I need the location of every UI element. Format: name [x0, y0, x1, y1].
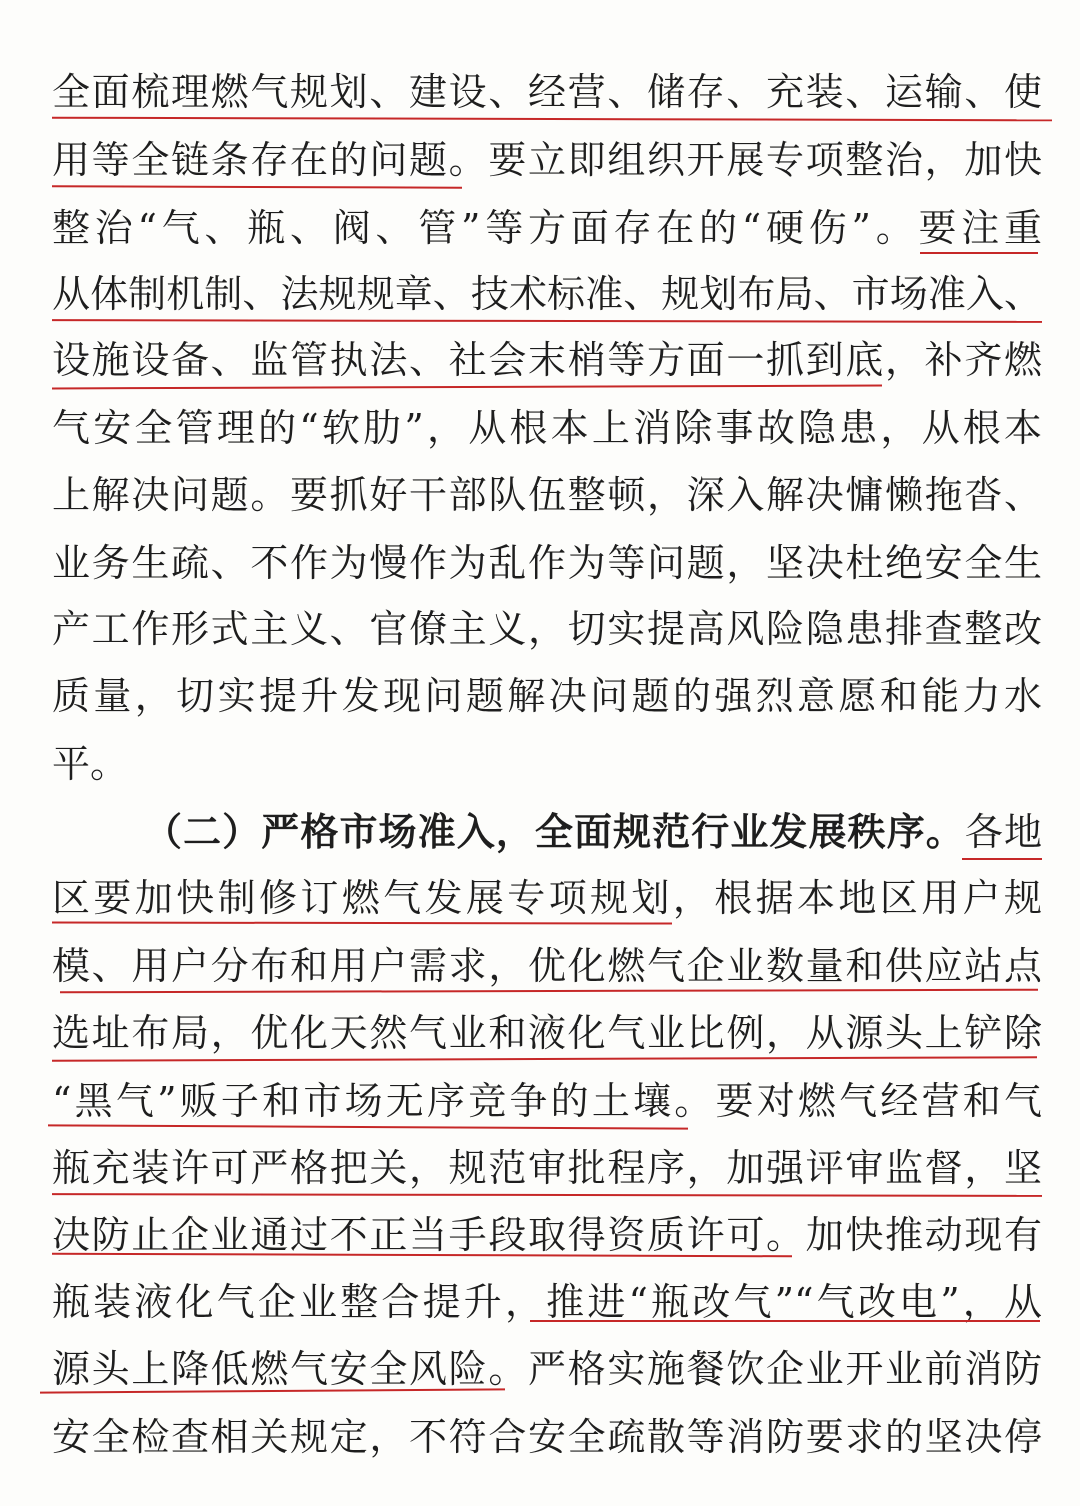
red-underline: [920, 252, 1038, 254]
text-line: 瓶装液化气企业整合提升，推进“瓶改气”“气改电”，从: [52, 1280, 1042, 1324]
text-line: “黑气”贩子和市场无序竞争的土壤。要对燃气经营和气: [52, 1079, 1042, 1123]
text-line: 决防止企业通过不正当手段取得资质许可。加快推动现有: [52, 1213, 1042, 1257]
text-line: 瓶充装许可严格把关，规范审批程序，加强评审监督，坚: [52, 1146, 1042, 1190]
text-line: 源头上降低燃气安全风险。严格实施餐饮企业开业前消防: [52, 1347, 1042, 1391]
text-line: 业务生疏、不作为慢作为乱作为等问题，坚决杜绝安全生: [52, 541, 1042, 585]
red-underline: [52, 1193, 1042, 1197]
section-heading: （二）严格市场准入，全面规范行业发展秩序。: [144, 809, 965, 854]
red-underline: [962, 858, 1042, 860]
text-line: 区要加快制修订燃气发展专项规划，根据本地区用户规: [52, 876, 1042, 920]
section-heading-line: [144, 804, 1042, 860]
text-line: 上解决问题。要抓好干部队伍整顿，深入解决慵懒拖沓、: [52, 473, 1042, 517]
text-line: 用等全链条存在的问题。要立即组织开展专项整治，加快: [52, 138, 1042, 182]
text-line: 设施设备、监管执法、社会末梢等方面一抓到底，补齐燃: [52, 338, 1042, 382]
text-line: 模、用户分布和用户需求，优化燃气企业数量和供应站点: [52, 944, 1042, 988]
text-line: 平。: [52, 742, 129, 786]
text-line: 从体制机制、法规规章、技术标准、规划布局、市场准入、: [52, 272, 1042, 316]
text-line: 选址布局，优化天然气业和液化气业比例，从源头上铲除: [52, 1011, 1042, 1055]
text-line: 质量，切实提升发现问题解决问题的强烈意愿和能力水: [52, 674, 1042, 718]
red-underline: [52, 319, 1042, 323]
text-line: 气安全管理的“软肋”，从根本上消除事故隐患，从根本: [52, 406, 1042, 450]
red-underline: [530, 1320, 1040, 1322]
text-line: 产工作形式主义、官僚主义，切实提高风险隐患排查整改: [52, 607, 1042, 651]
text-line: 全面梳理燃气规划、建设、经营、储存、充装、运输、使: [52, 70, 1042, 114]
red-underline: [52, 185, 462, 188]
text-line: 安全检查相关规定，不符合安全疏散等消防要求的坚决停: [52, 1415, 1042, 1459]
text-line: 整治“气、瓶、阀、管”等方面存在的“硬伤”。要注重: [52, 206, 1042, 250]
section-heading-tail: 各地: [964, 810, 1042, 854]
